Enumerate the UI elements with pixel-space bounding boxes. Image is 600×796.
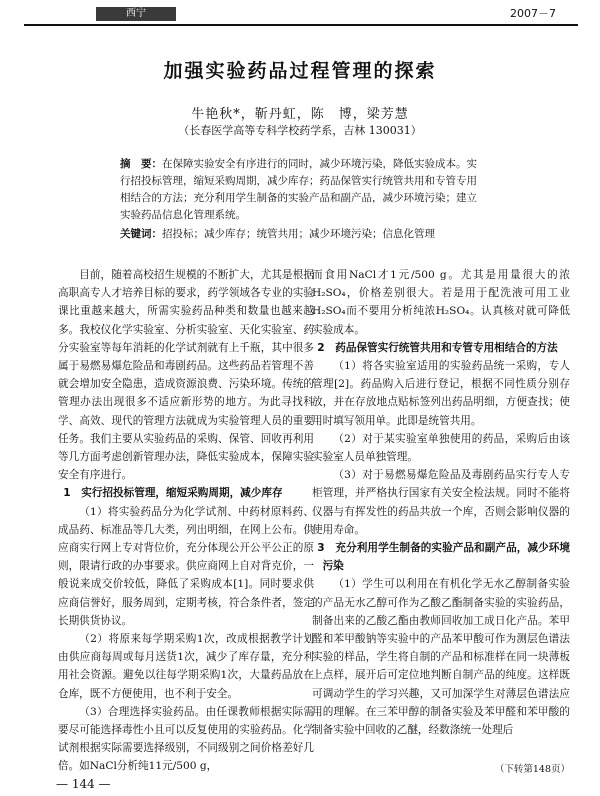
paragraph: （3）合理选择实验药品。由任课教师根据实际需要尽可能选择毒性小且可以反复使用的实验药品。化学试剂根据实际需要选择级别，不同级别之间价格差好几倍。如NaCl分析纯11元/500 g， (58, 705, 314, 773)
section-heading-1: 1 实行招投标管理，缩短采购周期，减少库存 (63, 487, 283, 500)
keywords-label: 关键词： (120, 228, 162, 240)
paragraph: （1）学生可以利用在有机化学无水乙醇制备实验的产品无水乙醇可作为乙酸乙酯制备实验的实验药品，制备出来的乙酸乙酯由教师回收加工成日化产品。苯甲醛和苯甲酸钠等实验中的产品苯甲酸可作为测层色谱法实验的样品，学生将自制的产品和标准样在同一块薄板上点样，展开后可定位地判断自制产品的纯度。这样既可调动学生的学习兴趣，又可加深学生对薄层色谱法应用的理解。在三苯甲醇的制备实验及苯甲醛和苯甲酸的制备实验中回收的乙醚，经数涤统一处理后 (312, 578, 570, 737)
paper-title: 加强实验药品过程管理的探索 (163, 60, 437, 82)
page-number: — 144 — (56, 777, 111, 791)
header-journal: 西宁 (96, 7, 176, 21)
section-heading-3: 3 充分利用学生制备的实验产品和副产品，减少环境污染 (317, 542, 570, 573)
abstract-text: 在保障实验安全有序进行的同时，减少环境污染，降低实验成本。实行招投标管理，缩短采购周期，减少库存；药品保管实行统管共用和专管专用相结合的方法；充分利用学生制备的实验产品和副产品，减少环境污染；建立实验药品信息化管理系统。 (120, 158, 477, 221)
abstract (120, 156, 480, 224)
paragraph: （3）对于易燃易爆危险品及毒剧药品实行专人专柜管理，并严格执行国家有关安全检法规。同时不能将仪器与有挥发性的药品共放一个库，否则会影响仪器的使用寿命。 (312, 469, 570, 536)
affiliation: （长春医学高等专科学校药学系，吉林 130031） (178, 124, 422, 137)
authors: 牛艳秋*，靳丹虹，陈 博，梁芳慧 (191, 107, 409, 122)
paragraph: （2）将原来每学期采购1次，改成根据教学计划由供应商每周或每月送货1次，减少了库存量，充分利用社会资源。避免以往每学期采购1次，大量药品放在仓库，既不方便使用，也不利于安全。 (58, 633, 314, 700)
abstract-label: 摘 要： (120, 158, 162, 170)
paragraph: （2）对于某实验室单独使用的药品，采购后由该实验室人员单独管理。 (312, 432, 570, 464)
paragraph-intro: 目前，随着高校招生规模的不断扩大，尤其是根据高职高专人才培养目标的要求，药学领域各专业的实验课比重越来越大，所需实验药品种类和数量也越来越多。我校仪化学实验室、分析实验室、天化实验室、药分实验室等每年消耗的化学试剂就有上千瓶，其中很多属于易燃易爆危险品和毒剧药品。这些药品若管理不善就会增加安全隐患，造成资源浪费、污染环境。传统的管理办法出现很多不适应新形势的地方。为此寻找科学、高效、现代的管理方法就成为实验管理人员的重要任务。我们主要从实验药品的采购、保管、回收再利用等几方面考虑创新管理办法，降低实验成本，保障实验安全有序进行。 (58, 269, 314, 482)
keywords-text: 招投标；减少库存；统管共用；减少环境污染；信息化管理 (162, 228, 435, 240)
running-header (0, 0, 600, 30)
paragraph: 而食用NaCl才1元/500 g。尤其是用量很大的浓H₂SO₄，价格差别很大。若是用于配洗液可用工业H₂SO₄而不要用分析纯浓H₂SO₄。认真核对就可降低实验成本。 (312, 269, 570, 336)
header-rule (24, 4, 578, 26)
left-column (58, 266, 314, 776)
section-heading-2: 2 药品保管实行统管共用和专管专用相结合的方法 (317, 341, 558, 354)
page-footer (56, 764, 576, 792)
right-column (312, 266, 570, 739)
paragraph: （1）将各实验室适用的实验药品统一采购，专人管理[2]。药品购入后进行登记，根据不同性质分别存放，并在存放地点贴标签列出药品明细，方便查找；使用时填写领用单。此即是统管共用。 (312, 360, 570, 427)
header-issue: 2007－7 (510, 7, 556, 20)
continued-note: （下转第148页） (494, 764, 570, 775)
paragraph: （1）将实验药品分为化学试剂、中药材原料药、成品药、标准品等几大类，列出明细，在网上公布。供应商实行网上专对背位价，充分体现公开公平公正的原则，限请行政的办事要求。供应商网上自对背克价，一般说来成交价较低，降低了采购成本[1]。同时要求供应商信誉好，服务周到，定期考核，符合条件者，签定长期供货协议。 (58, 505, 314, 627)
keywords (120, 226, 480, 243)
